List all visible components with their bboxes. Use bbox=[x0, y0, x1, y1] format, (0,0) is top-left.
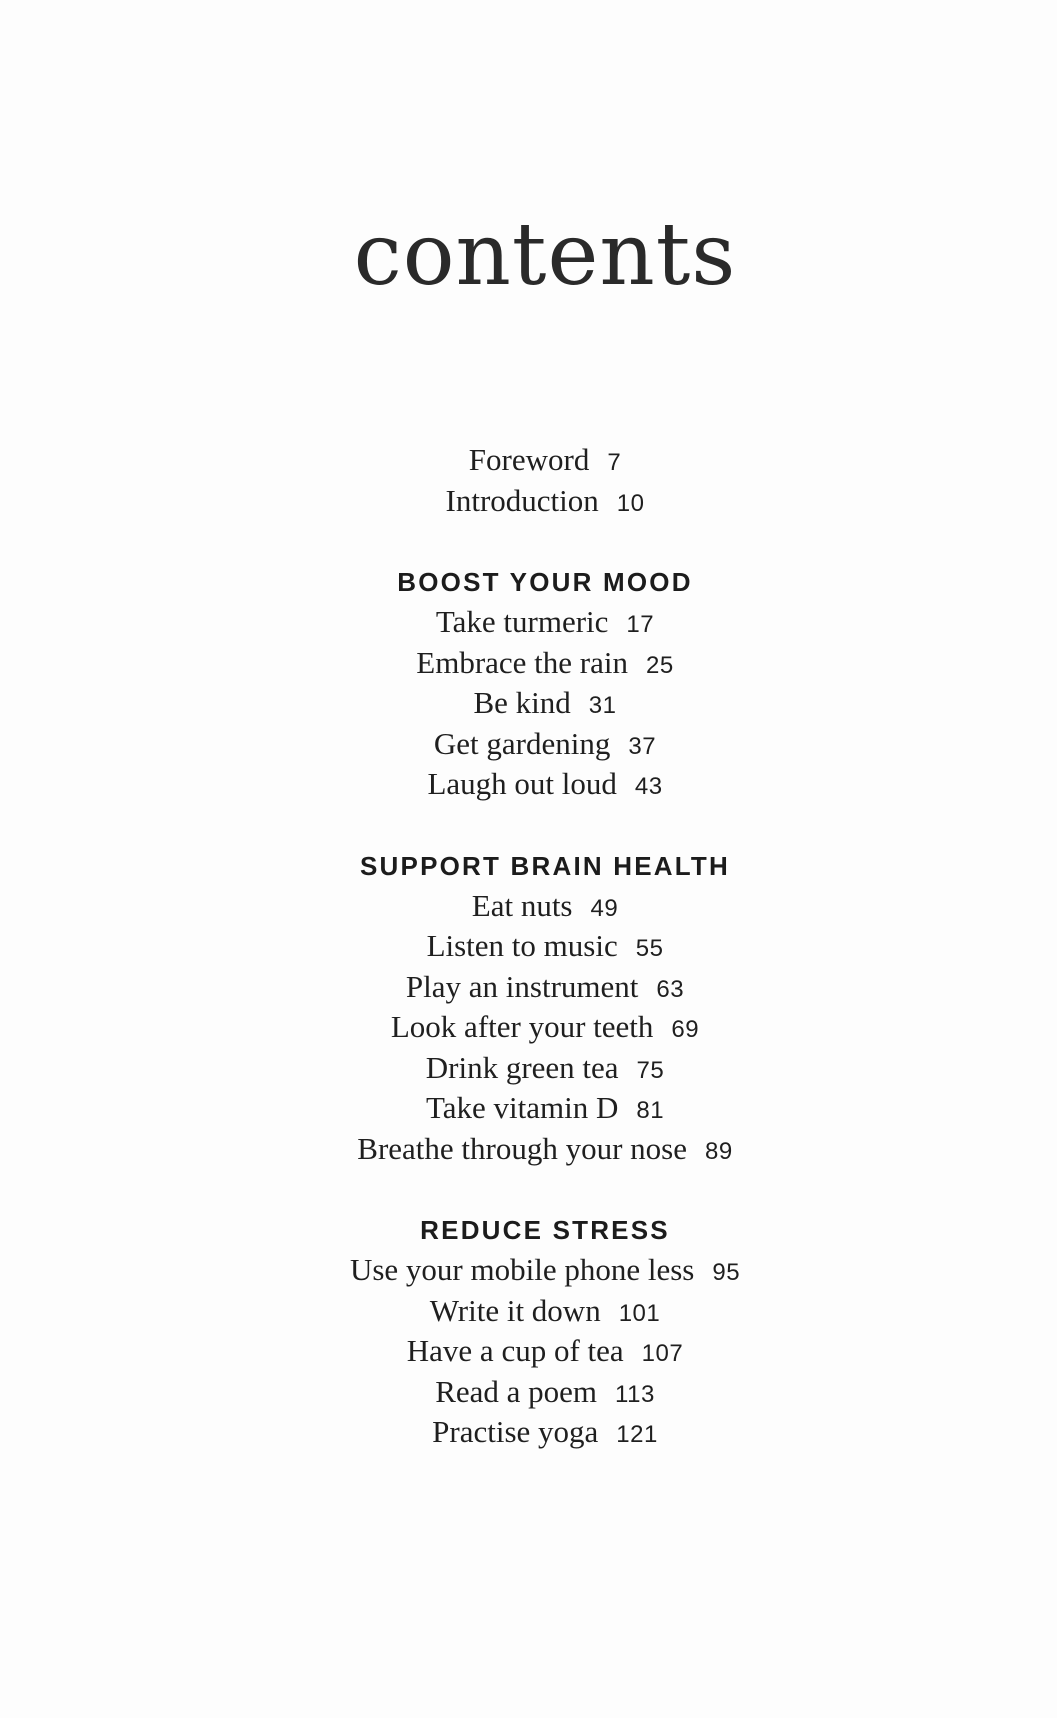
toc-entry bbox=[0, 1129, 1057, 1170]
toc-entry bbox=[0, 926, 1057, 967]
toc-entry-label: Listen to music bbox=[426, 928, 618, 963]
section-heading: SUPPORT BRAIN HEALTH bbox=[360, 850, 730, 881]
toc-entry bbox=[0, 764, 1057, 805]
toc-entry bbox=[0, 1412, 1057, 1453]
toc-entry-label: Introduction bbox=[445, 482, 599, 518]
toc-entry bbox=[0, 1372, 1057, 1413]
table-of-contents bbox=[0, 440, 1057, 1453]
toc-entry-label: Have a cup of tea bbox=[406, 1333, 624, 1368]
toc-entry-page: 69 bbox=[671, 1016, 700, 1043]
toc-entry bbox=[0, 1331, 1057, 1372]
toc-entry bbox=[0, 724, 1057, 765]
toc-entry-label: Be kind bbox=[473, 685, 571, 720]
toc-entry bbox=[0, 1088, 1057, 1129]
toc-entry-page: 55 bbox=[635, 935, 664, 962]
toc-entry-label: Write it down bbox=[429, 1292, 601, 1328]
toc-entry-label: Foreword bbox=[468, 442, 590, 477]
toc-entry bbox=[0, 1048, 1057, 1089]
toc-entry-label: Read a poem bbox=[435, 1373, 598, 1409]
toc-entry bbox=[0, 440, 1057, 481]
toc-entry bbox=[0, 886, 1057, 927]
toc-entry-page: 25 bbox=[646, 651, 674, 679]
toc-entry-label: Drink green tea bbox=[425, 1049, 619, 1085]
toc-entry-page: 49 bbox=[590, 894, 619, 922]
toc-entry-page: 10 bbox=[616, 489, 645, 517]
toc-entry-page: 63 bbox=[656, 975, 685, 1003]
toc-entry bbox=[0, 967, 1057, 1008]
toc-entry-label: Breathe through your nose bbox=[357, 1130, 688, 1166]
toc-entry-label: Take turmeric bbox=[435, 604, 609, 639]
toc-entry-page: 7 bbox=[607, 449, 622, 476]
toc-entry-label: Play an instrument bbox=[405, 968, 639, 1004]
toc-entry-label: Take vitamin D bbox=[425, 1090, 619, 1125]
toc-entry-label: Eat nuts bbox=[471, 887, 573, 923]
toc-entry-page: 81 bbox=[636, 1097, 665, 1124]
toc-entry-page: 43 bbox=[634, 773, 663, 800]
toc-entry-label: Look after your teeth bbox=[390, 1009, 654, 1044]
toc-entry-page: 89 bbox=[705, 1137, 733, 1165]
toc-entry bbox=[0, 481, 1057, 522]
toc-entry bbox=[0, 683, 1057, 724]
section-support-brain-health bbox=[0, 846, 1057, 1170]
toc-entry-page: 75 bbox=[636, 1056, 665, 1084]
page-title: contents bbox=[353, 205, 737, 305]
section-reduce-stress bbox=[0, 1210, 1057, 1453]
toc-entry-label: Get gardening bbox=[433, 725, 611, 761]
toc-entry-page: 37 bbox=[628, 732, 657, 760]
front-matter bbox=[0, 440, 1057, 521]
toc-entry-page: 113 bbox=[615, 1380, 655, 1408]
section-heading: REDUCE STRESS bbox=[420, 1215, 670, 1245]
section-heading: BOOST YOUR MOOD bbox=[397, 567, 693, 597]
toc-entry bbox=[0, 1250, 1057, 1291]
toc-entry bbox=[0, 1007, 1057, 1048]
toc-entry-page: 121 bbox=[616, 1421, 658, 1448]
toc-entry-label: Laugh out loud bbox=[427, 766, 617, 801]
toc-entry-page: 101 bbox=[618, 1299, 661, 1327]
section-boost-your-mood bbox=[0, 562, 1057, 805]
toc-entry-label: Use your mobile phone less bbox=[349, 1252, 695, 1287]
toc-entry-page: 107 bbox=[641, 1340, 684, 1367]
toc-entry bbox=[0, 1291, 1057, 1332]
toc-entry bbox=[0, 643, 1057, 684]
toc-entry-label: Embrace the rain bbox=[416, 644, 628, 680]
toc-entry-page: 95 bbox=[712, 1259, 741, 1286]
toc-entry-page: 31 bbox=[588, 692, 617, 719]
toc-entry-page: 17 bbox=[626, 611, 655, 638]
toc-entry bbox=[0, 602, 1057, 643]
toc-entry-label: Practise yoga bbox=[432, 1414, 599, 1449]
